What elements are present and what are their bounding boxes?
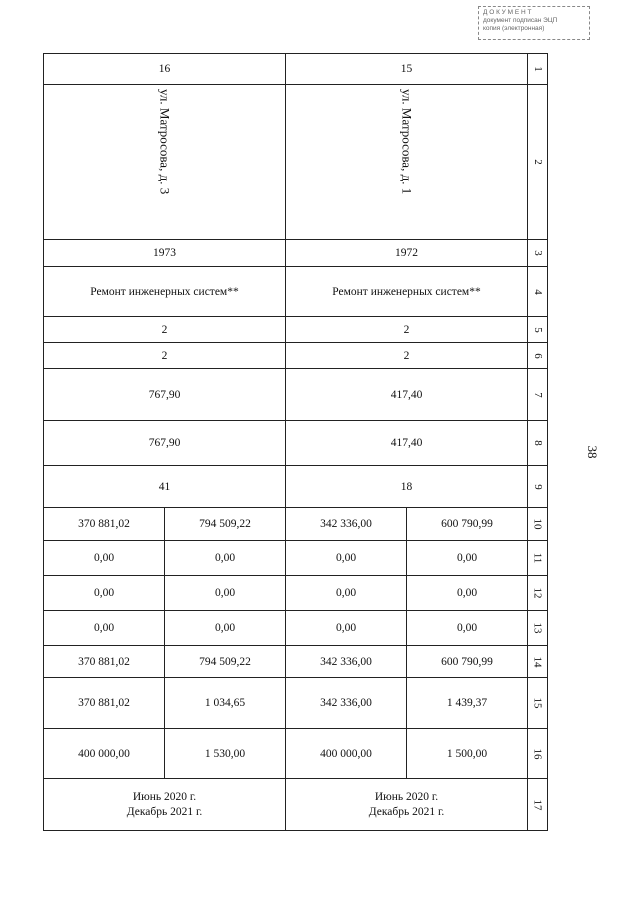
row-number: 9 bbox=[528, 466, 548, 508]
value-cell: 370 881,02 bbox=[44, 646, 165, 678]
value-cell: 400 000,00 bbox=[44, 729, 165, 779]
row-number: 12 bbox=[528, 576, 548, 611]
works-cell: Ремонт инженерных систем** bbox=[44, 267, 286, 317]
address-text: ул. Матросова, д. 1 bbox=[399, 89, 415, 195]
row-number: 16 bbox=[528, 729, 548, 779]
value-cell: 1 530,00 bbox=[165, 729, 286, 779]
value-cell: 342 336,00 bbox=[286, 646, 407, 678]
row-number: 2 bbox=[528, 85, 548, 240]
period-start: Июнь 2020 г. bbox=[374, 790, 439, 803]
value-cell: 600 790,99 bbox=[407, 646, 528, 678]
value-cell: 0,00 bbox=[165, 576, 286, 611]
table-row bbox=[44, 678, 548, 729]
value-cell: 342 336,00 bbox=[286, 508, 407, 541]
row-number: 13 bbox=[528, 611, 548, 646]
row-number: 1 bbox=[528, 54, 548, 85]
row-number: 11 bbox=[528, 541, 548, 576]
row-number: 10 bbox=[528, 508, 548, 541]
row-number: 8 bbox=[528, 421, 548, 466]
value-cell: 1 034,65 bbox=[165, 678, 286, 729]
house-number-cell: 16 bbox=[44, 54, 286, 85]
works-cell: Ремонт инженерных систем** bbox=[286, 267, 528, 317]
value-cell: 0,00 bbox=[44, 576, 165, 611]
table-row bbox=[44, 729, 548, 779]
value-cell: 600 790,99 bbox=[407, 508, 528, 541]
page-number: 38 bbox=[585, 445, 600, 459]
value-cell: 2 bbox=[286, 317, 528, 343]
table-row bbox=[44, 541, 548, 576]
address-text: ул. Матросова, д. 3 bbox=[157, 89, 173, 195]
table-row bbox=[44, 54, 548, 85]
value-cell: 0,00 bbox=[44, 541, 165, 576]
period-end: Декабрь 2021 г. bbox=[126, 805, 203, 818]
period-cell bbox=[44, 779, 286, 831]
table-row bbox=[44, 317, 548, 343]
row-number: 15 bbox=[528, 678, 548, 729]
period-start: Июнь 2020 г. bbox=[132, 790, 197, 803]
address-cell bbox=[44, 85, 286, 240]
period-cell bbox=[286, 779, 528, 831]
value-cell: 767,90 bbox=[44, 421, 286, 466]
housing-table bbox=[43, 53, 548, 831]
house-number-cell: 15 bbox=[286, 54, 528, 85]
value-cell: 0,00 bbox=[165, 541, 286, 576]
value-cell: 400 000,00 bbox=[286, 729, 407, 779]
row-number: 5 bbox=[528, 317, 548, 343]
row-number: 14 bbox=[528, 646, 548, 678]
table-row bbox=[44, 508, 548, 541]
stamp-line-1: Д О К У М Е Н Т bbox=[483, 9, 532, 16]
table-row bbox=[44, 267, 548, 317]
row-number: 3 bbox=[528, 240, 548, 267]
value-cell: 1 500,00 bbox=[407, 729, 528, 779]
value-cell: 0,00 bbox=[165, 611, 286, 646]
table-row bbox=[44, 369, 548, 421]
value-cell: 2 bbox=[44, 317, 286, 343]
table-row bbox=[44, 421, 548, 466]
row-number: 4 bbox=[528, 267, 548, 317]
value-cell: 370 881,02 bbox=[44, 678, 165, 729]
value-cell: 417,40 bbox=[286, 369, 528, 421]
value-cell: 794 509,22 bbox=[165, 646, 286, 678]
table-row bbox=[44, 576, 548, 611]
value-cell: 1 439,37 bbox=[407, 678, 528, 729]
value-cell: 794 509,22 bbox=[165, 508, 286, 541]
row-number: 6 bbox=[528, 343, 548, 369]
year-cell: 1973 bbox=[44, 240, 286, 267]
table-row bbox=[44, 611, 548, 646]
value-cell: 767,90 bbox=[44, 369, 286, 421]
row-number: 7 bbox=[528, 369, 548, 421]
table-row bbox=[44, 646, 548, 678]
table-row bbox=[44, 85, 548, 240]
stamp-line-3: копия (электронная) bbox=[483, 25, 545, 32]
value-cell: 0,00 bbox=[286, 576, 407, 611]
value-cell: 417,40 bbox=[286, 421, 528, 466]
table-row bbox=[44, 343, 548, 369]
address-cell bbox=[286, 85, 528, 240]
value-cell: 342 336,00 bbox=[286, 678, 407, 729]
period-end: Декабрь 2021 г. bbox=[368, 805, 445, 818]
value-cell: 0,00 bbox=[407, 576, 528, 611]
value-cell: 0,00 bbox=[44, 611, 165, 646]
value-cell: 370 881,02 bbox=[44, 508, 165, 541]
row-number: 17 bbox=[528, 779, 548, 831]
value-cell: 2 bbox=[44, 343, 286, 369]
table-row bbox=[44, 779, 548, 831]
value-cell: 18 bbox=[286, 466, 528, 508]
year-cell: 1972 bbox=[286, 240, 528, 267]
value-cell: 0,00 bbox=[407, 541, 528, 576]
value-cell: 0,00 bbox=[286, 611, 407, 646]
table-row bbox=[44, 240, 548, 267]
value-cell: 2 bbox=[286, 343, 528, 369]
table-row bbox=[44, 466, 548, 508]
value-cell: 41 bbox=[44, 466, 286, 508]
value-cell: 0,00 bbox=[407, 611, 528, 646]
stamp-line-2: документ подписан ЭЦП bbox=[483, 17, 558, 24]
document-stamp bbox=[478, 6, 590, 40]
value-cell: 0,00 bbox=[286, 541, 407, 576]
